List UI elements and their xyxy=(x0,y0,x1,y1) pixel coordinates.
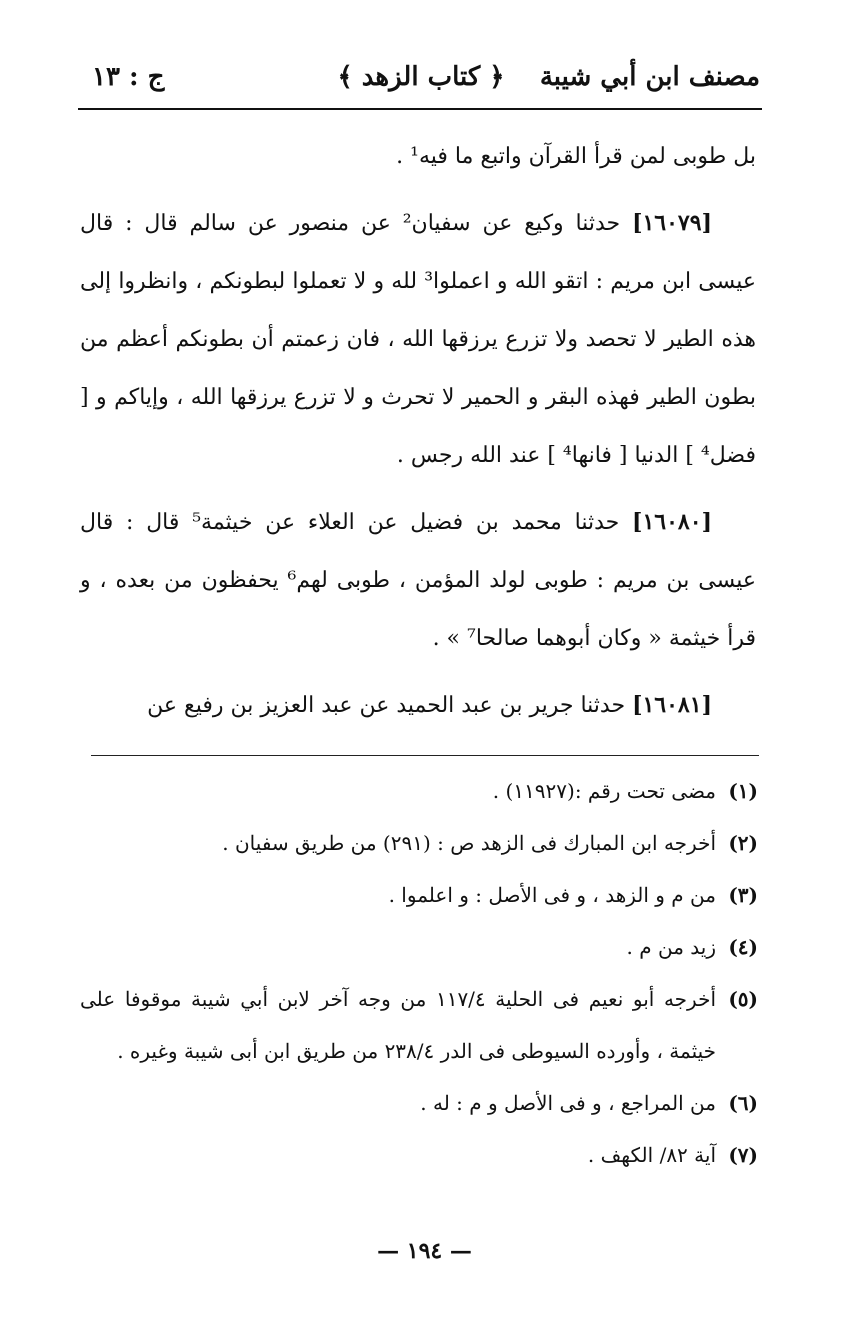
footnote-text: زيد من م . xyxy=(626,935,716,959)
footnote-rule xyxy=(91,755,759,756)
footnote-text: أخرجه ابن المبارك فى الزهد ص : (٢٩١) من طريق سفيان . xyxy=(222,831,716,855)
footnote xyxy=(80,1129,758,1181)
hadith-entry xyxy=(80,493,756,668)
header-chapter-title: ﴿ كتاب الزهد ﴾ xyxy=(337,62,505,92)
footnote-mark: (١) xyxy=(728,779,758,803)
hadith-number: [١٦٠٧٩] xyxy=(632,210,712,236)
footnote xyxy=(80,921,758,973)
footnote-text: مضى تحت رقم :(١١٩٢٧) . xyxy=(492,779,716,803)
footnote xyxy=(80,817,758,869)
footnote xyxy=(80,869,758,921)
footnote-text: من المراجع ، و فى الأصل و م : له . xyxy=(420,1091,716,1115)
hadith-text: حدثنا وكيع عن سفيان² عن منصور عن سالم قال : قال عيسى ابن مريم : اتقو الله و اعملوا³ لله و لا تعملوا لبطونكم ، وانظروا إلى هذه الطير لا تحصد ولا تزرع يرزقها الله ، فان زعمتم أن بطونكم أعظم من بطون الطير فهذه البقر و الحمير لا تحرث و لا تزرع يرزقها الله ، وإياكم و [ فضل⁴ ] الدنيا [ فانها⁴ ] عند الله رجس . xyxy=(80,211,756,468)
footnote-mark: (٥) xyxy=(728,987,758,1011)
hadith-entry xyxy=(80,676,756,735)
hadith-text: حدثنا محمد بن فضيل عن العلاء عن خيثمة⁵ قال : قال عيسى بن مريم : طوبى لولد المؤمن ، طوبى لهم⁶ يحفظون من بعده ، و قرأ خيثمة « وكان أبوهما صالحا⁷ » . xyxy=(80,510,756,651)
footnote-mark: (٣) xyxy=(728,883,758,907)
footnote-text: آية ٨٢/ الكهف . xyxy=(587,1143,716,1167)
footnote-mark: (٤) xyxy=(728,935,758,959)
footnote xyxy=(80,973,758,1077)
footnote-text: من م و الزهد ، و فى الأصل : و اعلموا . xyxy=(388,883,716,907)
hadith-number: [١٦٠٨٠] xyxy=(632,509,712,535)
footnote-mark: (٦) xyxy=(728,1091,758,1115)
header-book-title: مصنف ابن أبي شيبة xyxy=(539,62,760,92)
hadith-entry xyxy=(80,194,756,485)
header-volume: ج : ١٣ xyxy=(92,62,165,92)
running-header xyxy=(82,58,760,104)
footnotes xyxy=(80,765,758,1181)
footnote xyxy=(80,1077,758,1129)
footnote-text: أخرجه أبو نعيم فى الحلية ١١٧/٤ من وجه آخر لابن أبي شيبة موقوفا على خيثمة ، وأورده السيوطى فى الدر ٢٣٨/٤ من طريق ابن أبى شيبة وغيره . xyxy=(80,987,716,1063)
footnote-mark: (٢) xyxy=(728,831,758,855)
hadith-number: [١٦٠٨١] xyxy=(632,692,712,718)
continuation-paragraph: بل طوبى لمن قرأ القرآن واتبع ما فيه¹ . xyxy=(396,144,756,169)
page-number: — ١٩٤ — xyxy=(377,1238,472,1264)
header-rule xyxy=(78,108,762,110)
footnote xyxy=(80,765,758,817)
hadith-text: حدثنا جرير بن عبد الحميد عن عبد العزيز بن رفيع عن xyxy=(147,693,626,718)
footnote-mark: (٧) xyxy=(728,1143,758,1167)
main-text xyxy=(80,128,756,743)
